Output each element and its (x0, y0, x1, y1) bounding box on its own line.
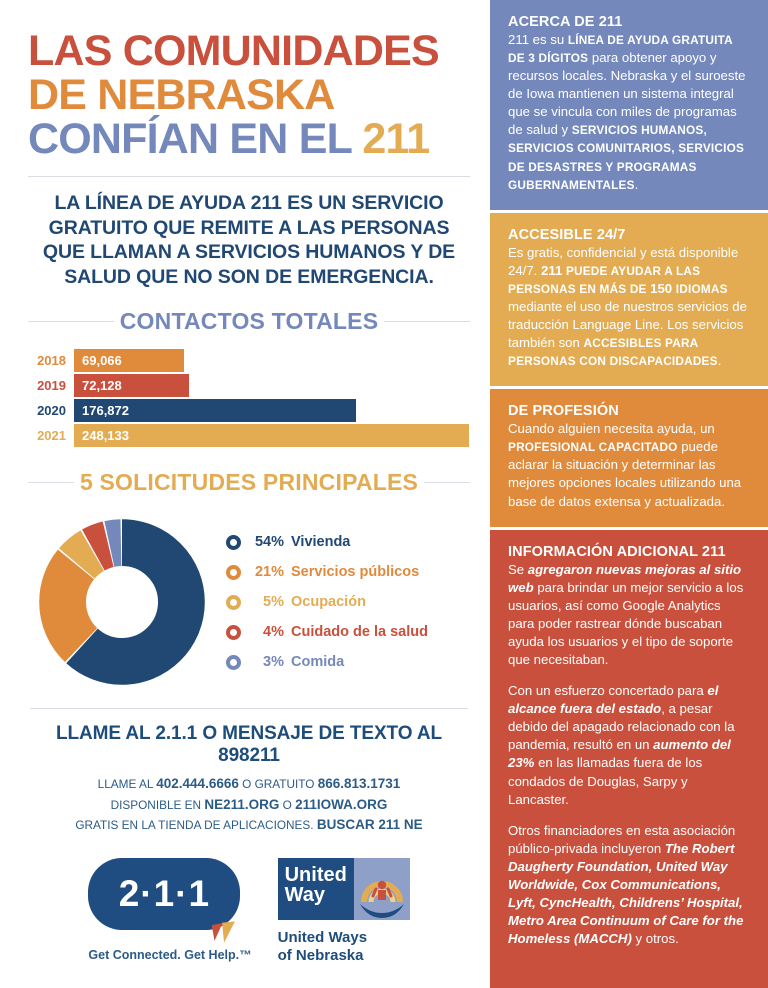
bar-value: 69,066 (74, 349, 184, 372)
panel-heading: DE PROFESIÓN (508, 403, 619, 420)
panel-heading: ACCESIBLE 24/7 (508, 226, 626, 243)
bar-row (28, 374, 470, 397)
legend-label: Vivienda (291, 534, 351, 551)
panel-heading: INFORMACIÓN ADICIONAL 211 (508, 543, 726, 560)
uw-word-1: United (284, 863, 347, 886)
title-divider (28, 176, 470, 177)
emphasis-italic-text: agregaron nuevas mejoras al sitio web (508, 561, 742, 595)
bar-row (28, 424, 470, 447)
bar-year-label: 2021 (37, 428, 66, 444)
body-text: y otros. (631, 931, 679, 947)
emphasis-italic-text: el alcance fuera del estado (508, 683, 719, 717)
app-search-term: BUSCAR 211 NE (316, 817, 423, 833)
united-way-symbol (354, 858, 410, 920)
info-panel-informacion (490, 530, 768, 988)
app-label: GRATIS EN LA TIENDA DE APLICACIONES. (75, 818, 317, 833)
website-211iowa[interactable]: 211IOWA.ORG (295, 796, 388, 812)
uw-caption-line-2: of Nebraska (277, 946, 364, 964)
body-text: . (634, 176, 639, 192)
contact-details (28, 774, 470, 836)
bold-text: 150 (650, 280, 676, 296)
phone-label-1: LLAME AL (97, 777, 157, 792)
phone-tollfree[interactable]: 866.813.1731 (317, 776, 401, 792)
united-way-wordmark (278, 858, 354, 920)
legend-ring-icon (226, 625, 241, 640)
legend-percent: 54% (254, 534, 284, 551)
donut-legend (212, 527, 470, 677)
donut-chart (32, 512, 212, 692)
united-way-mark (278, 858, 410, 920)
emphasis-text: PROFESIONAL CAPACITADO (508, 440, 678, 455)
divider-right (424, 482, 470, 483)
legend-ring-icon (226, 535, 241, 550)
body-text: Es gratis, confidencial y está disponible 24/7. (508, 244, 739, 278)
legend-percent: 21% (254, 564, 284, 581)
logo-211-tagline: Get Connected. Get Help.™ (88, 947, 252, 962)
divider-left (28, 482, 74, 483)
legend-row (226, 527, 470, 557)
body-text: Otros financiadores en esta asociación público-privada incluyeron (508, 822, 736, 856)
body-text: 211 es su (508, 32, 568, 47)
contact-block (28, 709, 470, 836)
bar-year-label: 2019 (37, 378, 66, 394)
emphasis-text: PUEDE AYUDAR A LAS PERSONAS EN MÁS DE (508, 263, 701, 296)
emphasis-italic-text: The Robert Daugherty Foundation, United Way Worldwide, Cox Communications, Lyft, CyncHealth, Childrens’ Hospital, Metro Area Continuum of Care for the Homeless (MACCH) (508, 840, 744, 947)
legend-label: Comida (291, 654, 345, 671)
logo-211 (88, 858, 251, 962)
legend-percent: 3% (263, 654, 284, 671)
bar-row (28, 349, 470, 372)
bar-value: 176,872 (74, 399, 356, 422)
panel-paragraph (508, 682, 750, 809)
section-title-contactos: CONTACTOS TOTALES (119, 308, 379, 335)
legend-row (226, 647, 470, 677)
bar-value: 72,128 (74, 374, 189, 397)
rainbow-hand-person-icon (354, 858, 410, 920)
body-text: puede aclarar la situación y determinar las mejores opciones locales utilizando una base de datos extensa y actualizada. (508, 439, 742, 509)
section-header-solicitudes (28, 469, 470, 496)
emphasis-text: SERVICIOS HUMANOS, SERVICIOS COMUNITARIOS, SERVICIOS DE DESASTRES Y PROGRAMAS GUBERNAMENTALES (508, 123, 745, 192)
panel-paragraph (508, 561, 750, 669)
divider-left (28, 321, 114, 322)
phone-label-2: O GRATUITO (238, 777, 318, 792)
web-label: DISPONIBLE EN (110, 797, 205, 812)
bar-year-label: 2018 (37, 353, 66, 369)
bar-chart (28, 345, 470, 451)
contact-phone-line (28, 774, 470, 795)
logo-211-digits: 2·1·1 (118, 872, 211, 914)
divider-right (384, 321, 470, 322)
legend-ring-icon (226, 655, 241, 670)
bar-row (28, 399, 470, 422)
title-line-1: LAS COMUNIDADES (28, 27, 439, 75)
body-text: para obtener apoyo y recursos locales. Nebraska y el suroeste de Iowa mantienen un sistema integral que se vincula con miles de programas de salud y (508, 50, 746, 138)
legend-ring-icon (226, 595, 241, 610)
legend-label: Ocupación (291, 594, 366, 611)
title-211-number: 211 (362, 114, 430, 163)
bar-year-label: 2020 (37, 403, 66, 419)
title-line-3-text: CONFÍAN EN EL (28, 114, 363, 163)
bold-text: 211 (541, 262, 566, 278)
uw-word-2: Way (284, 884, 325, 907)
legend-ring-icon (226, 565, 241, 580)
subtitle-text: LA LÍNEA DE AYUDA 211 ES UN SERVICIO GRATUITO QUE REMITE A LAS PERSONAS QUE LLAMAN A SERVICIOS HUMANOS Y DE SALUD QUE NO SON DE EMERGENCIA. (42, 191, 456, 289)
bar-value: 248,133 (74, 424, 469, 447)
body-text: mediante el uso de nuestros servicios de traducción Language Line. Los servicios también son (508, 298, 747, 351)
legend-label: Servicios públicos (291, 564, 420, 581)
body-text: Con un esfuerzo concertado para (508, 683, 708, 699)
phone-local[interactable]: 402.444.6666 (156, 776, 239, 792)
body-text: para brindar un mejor servicio a los usuarios, así como Google Analytics para poder rastrear dónde buscaban ayuda los usuarios y el tipo de soporte que necesitaban. (508, 579, 744, 668)
emphasis-text: ACCESIBLES PARA PERSONAS CON DISCAPACIDADES (508, 336, 718, 369)
uw-caption-line-1: United Ways (277, 928, 368, 946)
info-panel-acerca (490, 0, 768, 210)
emphasis-text: LÍNEA DE AYUDA GRATUITA DE 3 DÍGITOS (508, 33, 733, 66)
legend-percent: 4% (263, 624, 284, 641)
info-panel-profesion (490, 389, 768, 526)
legend-row (226, 557, 470, 587)
contact-app-line (28, 815, 470, 836)
panel-paragraph (508, 244, 750, 371)
logo-row (28, 858, 470, 964)
web-separator: O (279, 797, 296, 812)
legend-row (226, 617, 470, 647)
legend-percent: 5% (263, 594, 284, 611)
contact-headline: LLAME AL 2.1.1 O MENSAJE DE TEXTO AL 898211 (56, 723, 442, 767)
info-panel-accesible (490, 213, 768, 387)
united-way-caption (278, 929, 410, 964)
right-sidebar (490, 0, 768, 988)
emphasis-text: IDIOMAS (675, 281, 728, 296)
section-header-contactos (28, 308, 470, 335)
panel-heading: ACERCA DE 211 (508, 14, 623, 30)
legend-label: Cuidado de la salud (291, 624, 428, 641)
section-title-solicitudes: 5 SOLICITUDES PRINCIPALES (79, 469, 419, 496)
panel-paragraph (508, 822, 750, 949)
body-text: . (717, 353, 722, 369)
body-text: en las llamadas fuera de los condados de Douglas, Sarpy y Lancaster. (508, 755, 703, 807)
page-title (28, 27, 470, 163)
legend-row (226, 587, 470, 617)
speech-bubble-icon (88, 858, 240, 930)
emphasis-italic-text: aumento del 23% (508, 737, 731, 771)
body-text: , a pesar debido del apagado relacionado con la pandemia, resultó en un (508, 701, 735, 753)
body-text: Se (508, 561, 528, 577)
panel-paragraph (508, 31, 750, 194)
panel-paragraph (508, 420, 750, 510)
logo-united-way (278, 858, 410, 964)
title-line-2: DE NEBRASKA (28, 70, 335, 119)
website-ne211[interactable]: NE211.ORG (204, 796, 280, 812)
donut-chart-section (28, 506, 470, 694)
title-line-3 (28, 114, 470, 163)
body-text: Cuando alguien necesita ayuda, un (508, 421, 715, 437)
contact-web-line (28, 795, 470, 816)
